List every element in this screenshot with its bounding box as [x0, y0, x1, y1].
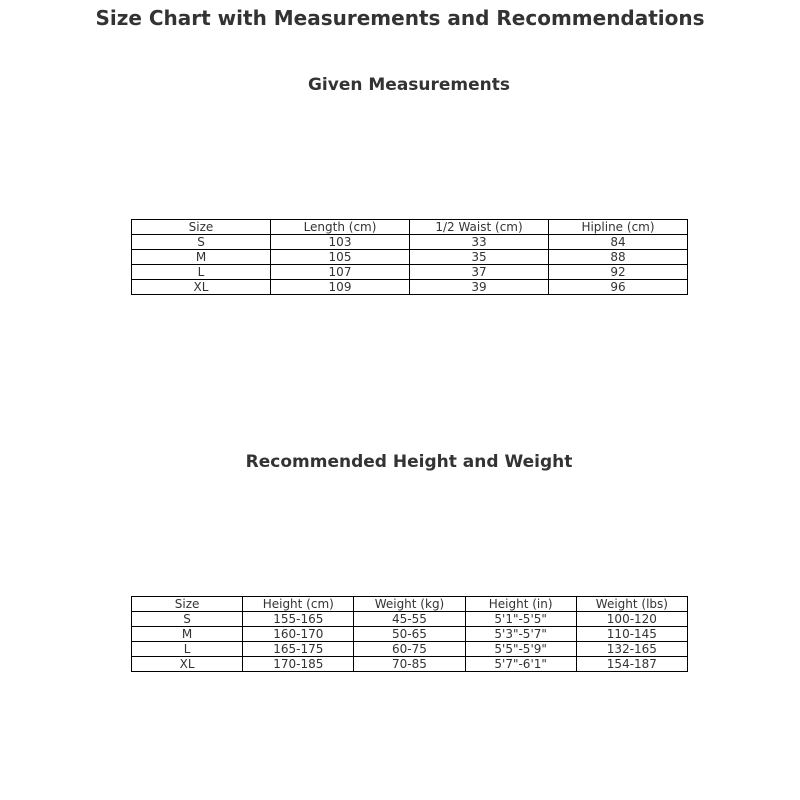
table-cell: 154-187	[576, 657, 687, 672]
table-cell: L	[132, 642, 243, 657]
column-header: Size	[132, 597, 243, 612]
table-cell: XL	[132, 280, 271, 295]
table-cell: 165-175	[243, 642, 354, 657]
table-cell: XL	[132, 657, 243, 672]
table-cell: 84	[549, 235, 688, 250]
column-header: Hipline (cm)	[549, 220, 688, 235]
table-cell: S	[132, 235, 271, 250]
table-row	[132, 250, 688, 265]
table-cell: 5'1"-5'5"	[465, 612, 576, 627]
table-cell: 37	[410, 265, 549, 280]
table-row	[132, 642, 688, 657]
column-header: Weight (kg)	[354, 597, 465, 612]
table-cell: 103	[271, 235, 410, 250]
table-header-row	[132, 220, 688, 235]
table-cell: 45-55	[354, 612, 465, 627]
table-cell: 39	[410, 280, 549, 295]
table-cell: 88	[549, 250, 688, 265]
table-cell: 132-165	[576, 642, 687, 657]
table-header-row	[132, 597, 688, 612]
table-cell: 160-170	[243, 627, 354, 642]
column-header: Size	[132, 220, 271, 235]
table-cell: 109	[271, 280, 410, 295]
table-cell: M	[132, 250, 271, 265]
table-row	[132, 657, 688, 672]
table-cell: 155-165	[243, 612, 354, 627]
recommended-height-weight-table	[131, 596, 688, 672]
recommended-height-weight-title: Recommended Height and Weight	[245, 452, 573, 472]
table-cell: 5'7"-6'1"	[465, 657, 576, 672]
table-cell: 170-185	[243, 657, 354, 672]
column-header: Height (cm)	[243, 597, 354, 612]
table-cell: S	[132, 612, 243, 627]
page-title: Size Chart with Measurements and Recommendations	[95, 6, 705, 30]
column-header: Length (cm)	[271, 220, 410, 235]
table-cell: 100-120	[576, 612, 687, 627]
table-cell: 35	[410, 250, 549, 265]
table-cell: L	[132, 265, 271, 280]
table-cell: 5'3"-5'7"	[465, 627, 576, 642]
table-cell: 33	[410, 235, 549, 250]
table-cell: 107	[271, 265, 410, 280]
table-cell: 60-75	[354, 642, 465, 657]
column-header: Weight (lbs)	[576, 597, 687, 612]
table-cell: 92	[549, 265, 688, 280]
column-header: 1/2 Waist (cm)	[410, 220, 549, 235]
table-cell: 50-65	[354, 627, 465, 642]
table-cell: M	[132, 627, 243, 642]
table-cell: 70-85	[354, 657, 465, 672]
table-cell: 110-145	[576, 627, 687, 642]
table-cell: 5'5"-5'9"	[465, 642, 576, 657]
table-cell: 105	[271, 250, 410, 265]
table-row	[132, 627, 688, 642]
table-row	[132, 612, 688, 627]
given-measurements-title: Given Measurements	[307, 75, 511, 95]
table-row	[132, 265, 688, 280]
column-header: Height (in)	[465, 597, 576, 612]
table-row	[132, 235, 688, 250]
given-measurements-table	[131, 219, 688, 295]
table-row	[132, 280, 688, 295]
table-cell: 96	[549, 280, 688, 295]
